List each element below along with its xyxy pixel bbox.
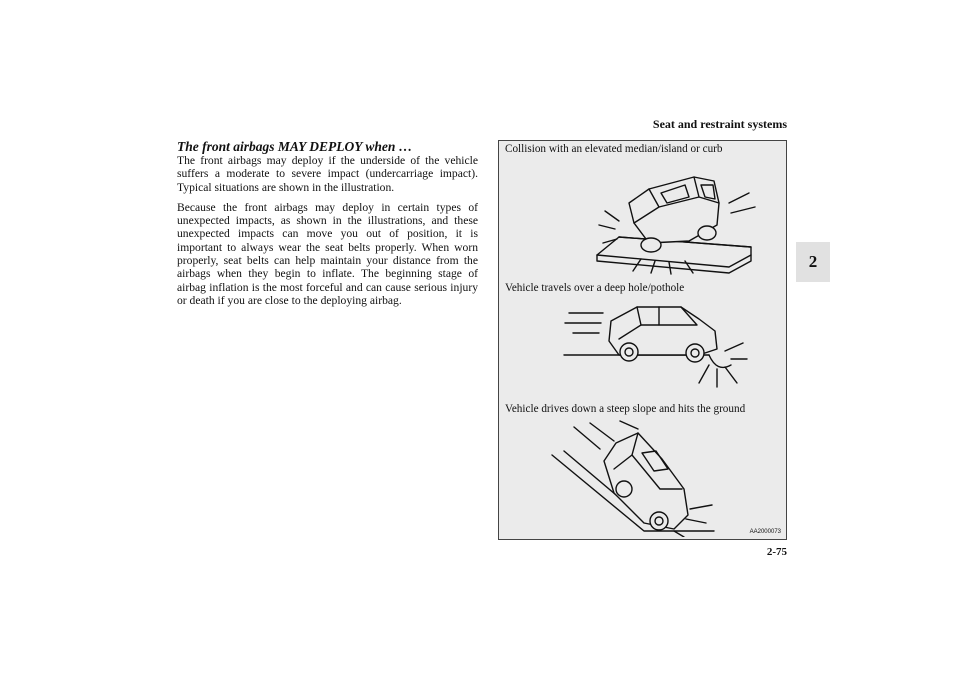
page-number: 2-75: [766, 546, 787, 558]
caption-curb-collision: Collision with an elevated median/island or curb: [505, 143, 723, 155]
curb-collision-illustration: [589, 163, 759, 275]
figure-code: AA2000073: [749, 529, 781, 535]
caption-steep-slope: Vehicle drives down a steep slope and hits the ground: [505, 403, 746, 415]
illustration-panel: [498, 140, 787, 540]
chapter-tab: [796, 242, 830, 282]
caption-pothole: Vehicle travels over a deep hole/pothole: [505, 282, 685, 294]
section-title: The front airbags MAY DEPLOY when …: [177, 139, 413, 154]
paragraph-1: The front airbags may deploy if the underside of the vehicle suffers a moderate to severe impact (undercarriage impact). Typical situations are shown in the illustration.: [177, 154, 478, 194]
steep-slope-illustration: [544, 419, 724, 537]
paragraph-2: Because the front airbags may deploy in certain types of unexpected impacts, as shown in the illustrations, and these unexpected impacts can move you out of position, it is important to always wear the seat belts properly. When worn properly, seat belts can help maintain your distance from the airbags when they begin to inflate. The beginning stage of airbag inflation is the most forceful and can cause serious injury or death if you are close to the deploying airbag.: [177, 200, 478, 307]
running-header: Seat and restraint systems: [652, 117, 787, 131]
text-column: [177, 140, 478, 307]
pothole-illustration: [559, 299, 749, 389]
chapter-number: 2: [808, 252, 818, 271]
